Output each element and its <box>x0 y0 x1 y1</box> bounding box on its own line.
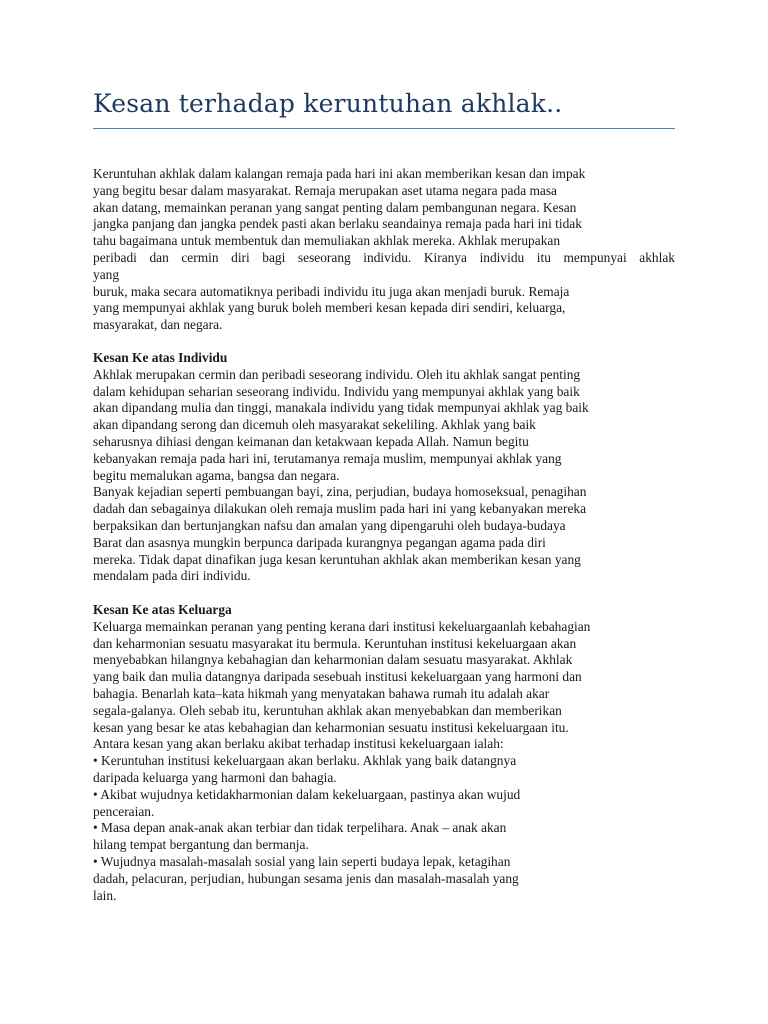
title-underline-divider <box>93 128 675 129</box>
bullet-item-continuation: lain. <box>93 887 117 903</box>
bullet-item: • Wujudnya masalah-masalah sosial yang lain seperti budaya lepak, ketagihan <box>93 853 511 869</box>
section-line: mendalam pada diri individu. <box>93 568 251 584</box>
section-line: mereka. Tidak dapat dinafikan juga kesan keruntuhan akhlak akan memberikan kesan yang <box>93 551 581 567</box>
bullet-item-continuation: daripada keluarga yang harmoni dan bahagia. <box>93 769 337 785</box>
section-line: seharusnya dihiasi dengan keimanan dan ketakwaan kepada Allah. Namun begitu <box>93 433 529 449</box>
section-line: kesan yang besar ke atas kebahagian dan keharmonian sesuatu institusi kekeluargaan itu. <box>93 719 569 735</box>
bullet-item-continuation: penceraian. <box>93 803 155 819</box>
intro-line: yang begitu besar dalam masyarakat. Remaja merupakan aset utama negara pada masa <box>93 182 558 198</box>
section-line: begitu memalukan agama, bangsa dan negara. <box>93 467 340 483</box>
intro-line: tahu bagaimana untuk membentuk dan memuliakan akhlak mereka. Akhlak merupakan <box>93 233 561 249</box>
intro-line: buruk, maka secara automatiknya peribadi individu itu juga akan menjadi buruk. Remaja <box>93 283 570 299</box>
bullet-item: • Akibat wujudnya ketidakharmonian dalam kekeluargaan, pastinya akan wujud <box>93 786 521 802</box>
section-line: Akhlak merupakan cermin dan peribadi seseorang individu. Oleh itu akhlak sangat penting <box>93 366 581 382</box>
bullet-item: • Keruntuhan institusi kekeluargaan akan berlaku. Akhlak yang baik datangnya <box>93 753 517 769</box>
section-line: segala-galanya. Oleh sebab itu, keruntuhan akhlak akan menyebabkan dan memberikan <box>93 702 562 718</box>
intro-paragraph <box>93 166 675 334</box>
section-individu <box>93 350 675 585</box>
section-heading-keluarga: Kesan Ke atas Keluarga <box>93 602 232 617</box>
bullet-item-continuation: dadah, pelacuran, perjudian, hubungan sesama jenis dan masalah-masalah yang <box>93 870 519 886</box>
section-line: akan dipandang serong dan dicemuh oleh masyarakat sekeliling. Akhlak yang baik <box>93 417 536 433</box>
intro-line: yang <box>93 266 120 282</box>
section-line: yang baik dan mulia datangnya daripada sesebuah institusi kekeluargaan yang harmoni dan <box>93 669 582 685</box>
intro-line: Keruntuhan akhlak dalam kalangan remaja pada hari ini akan memberikan kesan dan impak <box>93 166 586 181</box>
bullet-item: • Masa depan anak-anak akan terbiar dan tidak terpelihara. Anak – anak akan <box>93 820 507 836</box>
section-line: menyebabkan hilangnya kebahagian dan keharmonian dalam sesuatu masyarakat. Akhlak <box>93 652 573 668</box>
intro-line: akan datang, memainkan peranan yang sangat penting dalam pembangunan negara. Kesan <box>93 199 577 215</box>
intro-line: jangka panjang dan jangka pendek pasti akan berlaku seandainya remaja pada hari ini tidak <box>93 216 582 232</box>
section-heading-individu: Kesan Ke atas Individu <box>93 350 228 365</box>
bullet-item-continuation: hilang tempat bergantung dan bermanja. <box>93 837 309 853</box>
section-line: dadah dan sebagainya dilakukan oleh remaja muslim pada hari ini yang kebanyakan mereka <box>93 501 587 517</box>
section-keluarga <box>93 602 675 904</box>
section-line: Keluarga memainkan peranan yang penting kerana dari institusi kekeluargaanlah kebahagian <box>93 618 591 634</box>
section-line: akan dipandang mulia dan tinggi, manakala individu yang tidak mempunyai akhlak yag baik <box>93 400 589 416</box>
intro-line: masyarakat, dan negara. <box>93 317 223 333</box>
section-line: Barat dan asasnya mungkin berpunca daripada kurangnya pegangan agama pada diri <box>93 534 546 550</box>
section-line: berpaksikan dan bertunjangkan nafsu dan amalan yang dipengaruhi oleh budaya-budaya <box>93 517 566 533</box>
section-line: bahagia. Benarlah kata–kata hikmah yang menyatakan bahawa rumah itu adalah akar <box>93 685 550 701</box>
section-line: Antara kesan yang akan berlaku akibat terhadap institusi kekeluargaan ialah: <box>93 736 504 752</box>
section-line: Banyak kejadian seperti pembuangan bayi, zina, perjudian, budaya homoseksual, penagihan <box>93 484 587 500</box>
section-line: dan keharmonian sesuatu masyarakat itu bermula. Keruntuhan institusi kekeluargaan akan <box>93 635 577 651</box>
intro-line: peribadi dan cermin diri bagi seseorang individu. Kiranya individu itu mempunyai akhlak <box>93 249 675 265</box>
section-line: kebanyakan remaja pada hari ini, terutamanya remaja muslim, mempunyai akhlak yang <box>93 450 562 466</box>
page-title: Kesan terhadap keruntuhan akhlak.. <box>93 89 563 118</box>
section-line: dalam kehidupan seharian seseorang individu. Individu yang mempunyai akhlak yang baik <box>93 383 580 399</box>
intro-line: yang mempunyai akhlak yang buruk boleh memberi kesan kepada diri sendiri, keluarga, <box>93 300 566 316</box>
